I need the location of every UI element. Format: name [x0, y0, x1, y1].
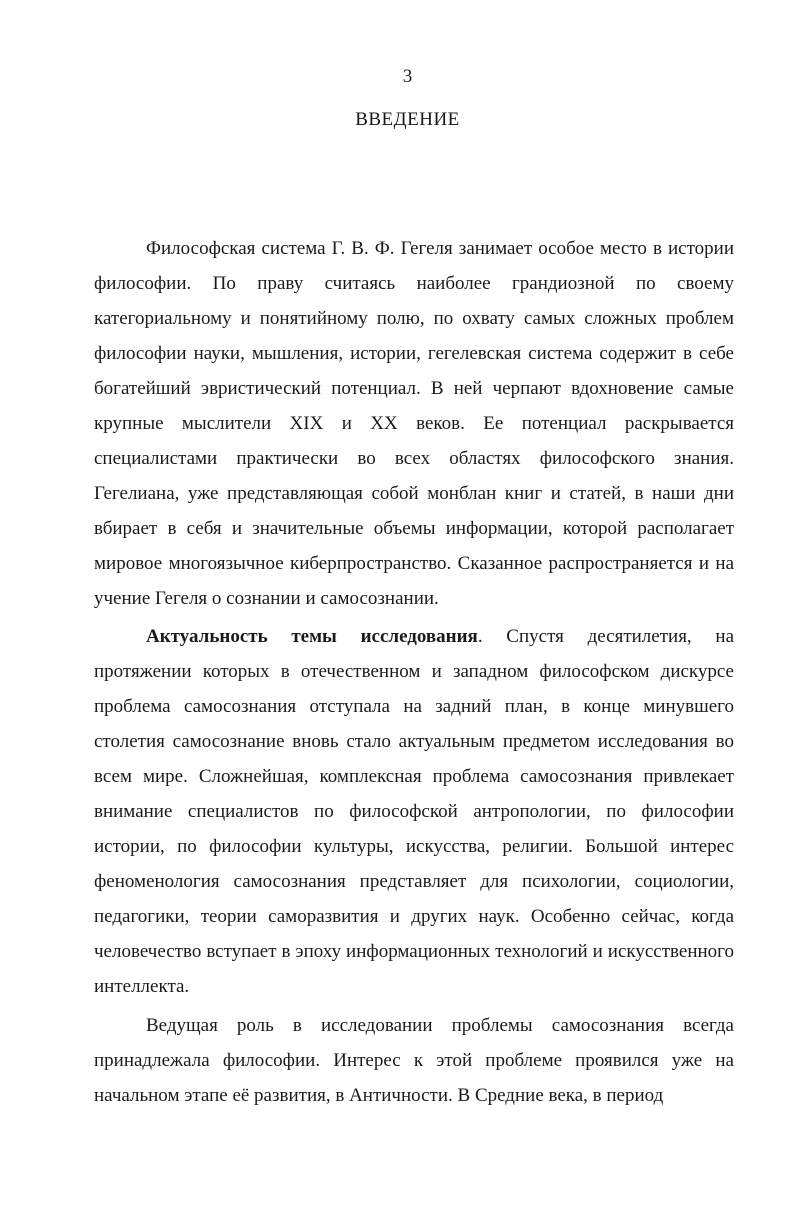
page-number: 3	[402, 66, 413, 87]
relevance-text: . Спустя десятилетия, на протяжении которых в отечественном и западном философском дискурсе проблема самосознания отступала на задний план, в конце минувшего столетия самосознание вновь стало актуальным предметом исследования во всем мире. Сложнейшая, комплексная проблема самосознания привлекает внимание специалистов по философской антропологии, по философии истории, по философии культуры, искусства, религии. Большой интерес феноменология самосознания представляет для психологии, социологии, педагогики, теории саморазвития и других наук. Особенно сейчас, когда человечество вступает в эпоху информационных технологий и искусственного интеллекта.	[94, 626, 734, 997]
section-heading: ВВЕДЕНИЕ	[355, 109, 460, 130]
body-text	[94, 0, 734, 1206]
paragraph-introduction: Философская система Г. В. Ф. Гегеля занимает особое место в истории философии. По праву считаясь наиболее грандиозной по своему категориальному и понятийному полю, по охвату самых сложных проблем философии науки, мышления, истории, гегелевская система содержит в себе богатейший эвристический потенциал. В ней черпают вдохновение самые крупные мыслители XIX и XX веков. Ее потенциал раскрывается специалистами практически во всех областях философского знания. Гегелиана, уже представляющая собой монблан книг и статей, в наши дни вбирает в себя и значительные объемы информации, которой располагает мировое многоязычное киберпространство. Сказанное распространяется и на учение Гегеля о сознании и самосознании.	[94, 238, 734, 609]
paragraph-philosophy-role: Ведущая роль в исследовании проблемы самосознания всегда принадлежала философии. Интерес к этой проблеме проявился уже на начальном этапе её развития, в Античности. В Средние века, в период	[94, 1015, 734, 1106]
relevance-lead: Актуальность темы исследования	[146, 626, 478, 647]
paragraph-relevance	[94, 619, 734, 1004]
